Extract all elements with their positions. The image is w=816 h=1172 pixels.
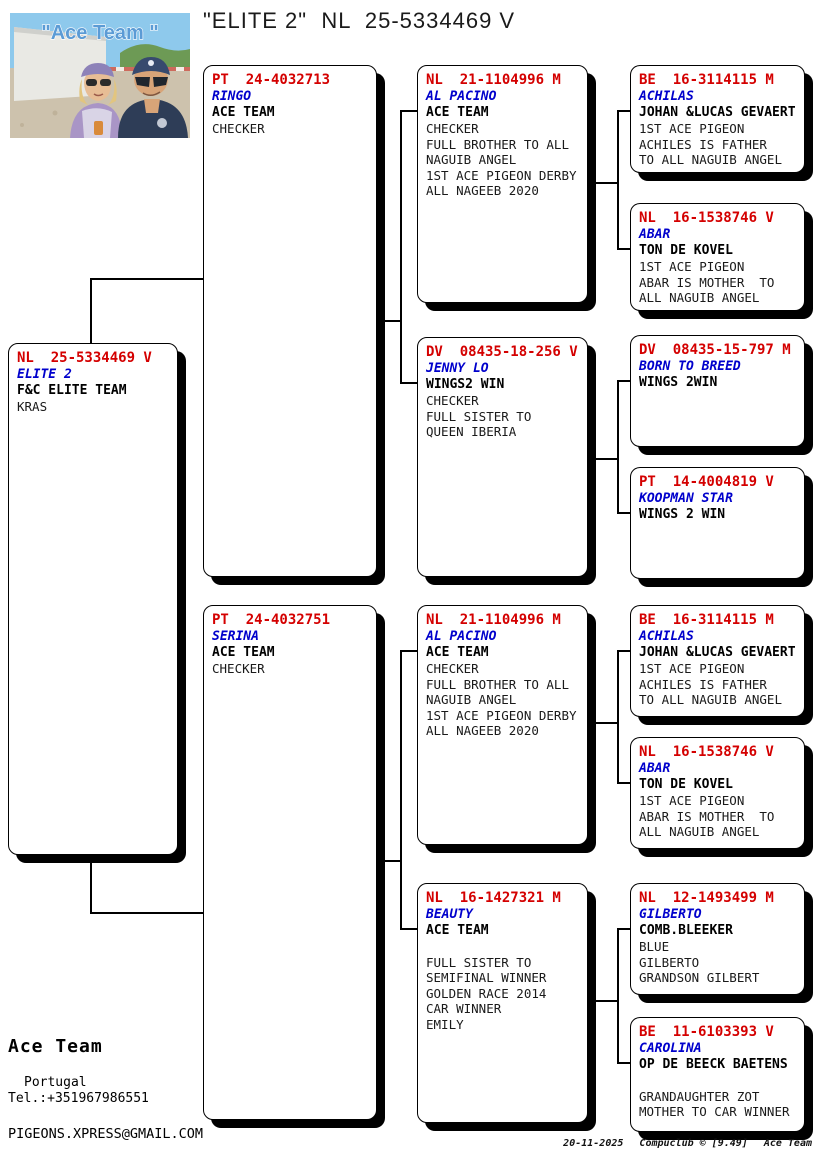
pedigree-box-koopman-star (630, 467, 805, 579)
pigeon-name: BORN TO BREED (639, 359, 741, 374)
connector-line (617, 380, 630, 382)
pedigree-box-serina (203, 605, 377, 1120)
pigeon-name: BEAUTY (426, 907, 473, 922)
pigeon-comments: 1ST ACE PIGEON ABAR IS MOTHER TO ALL NAGUIB ANGEL (639, 259, 775, 305)
ring-number: NL 21-1104996 M (426, 72, 561, 88)
ring-number: PT 24-4032751 (212, 612, 331, 628)
pigeon-name: GILBERTO (639, 907, 702, 922)
pigeon-comments: KRAS (17, 399, 48, 414)
connector-line (400, 382, 417, 384)
page-title: "ELITE 2" NL 25-5334469 V (203, 8, 516, 33)
pedigree-box-achilas-1 (630, 65, 805, 173)
footer-software: Compuclub © [9.49] (639, 1138, 748, 1149)
ring-number: BE 11-6103393 V (639, 1024, 774, 1040)
connector-line (617, 380, 619, 513)
ring-number: NL 12-1493499 M (639, 890, 774, 906)
footer-date: 20-11-2025 (563, 1138, 624, 1149)
connector-line (377, 860, 400, 862)
connector-line (90, 278, 92, 344)
pigeon-name: ELITE 2 (17, 367, 72, 382)
breeder-name: JOHAN &LUCAS GEVAERT (639, 645, 796, 660)
photo-illustration (10, 13, 190, 138)
connector-line (617, 782, 630, 784)
pigeon-comments: CHECKER FULL BROTHER TO ALL NAGUIB ANGEL 1ST ACE PIGEON DERBY ALL NAGEEB 2020 (426, 121, 577, 198)
pigeon-name: ACHILAS (639, 89, 694, 104)
connector-line (400, 650, 402, 928)
ring-number: BE 16-3114115 M (639, 612, 774, 628)
ring-number: PT 24-4032713 (212, 72, 331, 88)
pigeon-name: ABAR (639, 761, 671, 776)
breeder-name: WINGS2 WIN (426, 377, 505, 392)
pigeon-name: KOOPMAN STAR (639, 491, 733, 506)
pigeon-comments: CHECKER FULL SISTER TO QUEEN IBERIA (426, 393, 532, 439)
pedigree-box-ringo (203, 65, 377, 577)
pedigree-box-al-pacino-2 (417, 605, 588, 845)
pigeon-name: ABAR (639, 227, 671, 242)
pigeon-comments: 1ST ACE PIGEON ACHILES IS FATHER TO ALL NAGUIB ANGEL (639, 661, 782, 707)
ring-number: NL 25-5334469 V (17, 350, 152, 366)
connector-line (588, 722, 617, 724)
breeder-name: F&C ELITE TEAM (17, 383, 127, 398)
ring-number: NL 16-1427321 M (426, 890, 561, 906)
ring-number: DV 08435-15-797 M (639, 342, 791, 358)
breeder-name: COMB.BLEEKER (639, 923, 733, 938)
connector-line (90, 912, 203, 914)
connector-line (90, 855, 92, 913)
pedigree-box-abar-2 (630, 737, 805, 849)
ring-number: NL 21-1104996 M (426, 612, 561, 628)
pigeon-comments: CHECKER (212, 121, 265, 136)
pigeon-comments: GRANDAUGHTER ZOT MOTHER TO CAR WINNER (639, 1088, 790, 1119)
pigeon-comments: BLUE GILBERTO GRANDSON GILBERT (639, 939, 760, 985)
breeder-name: ACE TEAM (426, 645, 489, 660)
connector-line (617, 110, 619, 249)
ring-number: DV 08435-18-256 V (426, 344, 578, 360)
pedigree-box-al-pacino-1 (417, 65, 588, 303)
pedigree-box-jenny-lo (417, 337, 588, 577)
breeder-name: TON DE KOVEL (639, 243, 733, 258)
pedigree-box-abar-1 (630, 203, 805, 311)
connector-line (617, 512, 630, 514)
connector-line (588, 182, 617, 184)
connector-line (400, 110, 417, 112)
pedigree-box-achilas-2 (630, 605, 805, 717)
connector-line (617, 650, 619, 783)
pigeon-name: AL PACINO (426, 629, 497, 644)
breeder-name: ACE TEAM (212, 105, 275, 120)
breeder-name: ACE TEAM (212, 645, 275, 660)
ace-team-photo (10, 13, 190, 138)
owner-email: PIGEONS.XPRESS@GMAIL.COM (8, 1126, 204, 1142)
pedigree-box-carolina (630, 1017, 805, 1132)
connector-line (617, 248, 630, 250)
connector-line (377, 320, 400, 322)
breeder-name: ACE TEAM (426, 923, 489, 938)
ring-number: NL 16-1538746 V (639, 744, 774, 760)
pedigree-box-elite-2 (8, 343, 178, 855)
pigeon-name: RINGO (212, 89, 252, 104)
photo-overlay-caption: "Ace Team " (41, 22, 159, 44)
breeder-name: WINGS 2 WIN (639, 507, 726, 522)
connector-line (400, 110, 402, 382)
pedigree-box-gilberto (630, 883, 805, 995)
ring-number: BE 16-3114115 M (639, 72, 774, 88)
connector-line (617, 650, 630, 652)
breeder-name: TON DE KOVEL (639, 777, 733, 792)
footer-owner: Ace Team (763, 1138, 812, 1149)
ring-number: NL 16-1538746 V (639, 210, 774, 226)
pigeon-comments: CHECKER (212, 661, 265, 676)
breeder-name: ACE TEAM (426, 105, 489, 120)
pedigree-box-beauty (417, 883, 588, 1123)
pedigree-box-born-to-breed (630, 335, 805, 447)
owner-phone: Tel.:+351967986551 (8, 1091, 149, 1106)
pigeon-comments: 1ST ACE PIGEON ABAR IS MOTHER TO ALL NAGUIB ANGEL (639, 793, 775, 839)
connector-line (617, 1062, 630, 1064)
breeder-name: JOHAN &LUCAS GEVAERT (639, 105, 796, 120)
owner-country: Portugal (24, 1075, 87, 1090)
pigeon-comments: CHECKER FULL BROTHER TO ALL NAGUIB ANGEL 1ST ACE PIGEON DERBY ALL NAGEEB 2020 (426, 661, 577, 738)
footer-credit (553, 1138, 812, 1149)
pigeon-comments: FULL SISTER TO SEMIFINAL WINNER GOLDEN RACE 2014 CAR WINNER EMILY (426, 954, 547, 1032)
pigeon-comments: 1ST ACE PIGEON ACHILES IS FATHER TO ALL NAGUIB ANGEL (639, 121, 782, 167)
pigeon-name: JENNY LO (426, 361, 489, 376)
breeder-name: WINGS 2WIN (639, 375, 718, 390)
connector-line (617, 928, 630, 930)
connector-line (588, 1000, 617, 1002)
pigeon-name: AL PACINO (426, 89, 497, 104)
connector-line (617, 110, 630, 112)
connector-line (617, 928, 619, 1063)
owner-name: Ace Team (8, 1036, 103, 1057)
connector-line (588, 458, 617, 460)
pigeon-name: ACHILAS (639, 629, 694, 644)
connector-line (400, 928, 417, 930)
connector-line (400, 650, 417, 652)
ring-number: PT 14-4004819 V (639, 474, 774, 490)
breeder-name: OP DE BEECK BAETENS (639, 1057, 788, 1072)
pigeon-name: CAROLINA (639, 1041, 702, 1056)
pigeon-name: SERINA (212, 629, 259, 644)
connector-line (90, 278, 203, 280)
